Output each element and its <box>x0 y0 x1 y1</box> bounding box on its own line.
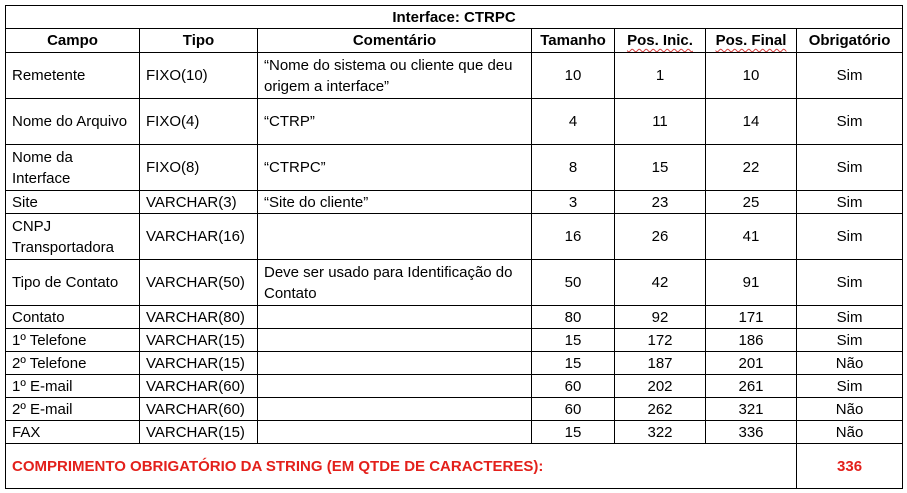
pos-inic-cell: 172 <box>615 329 706 352</box>
tamanho-cell: 4 <box>532 99 615 145</box>
tamanho-cell: 60 <box>532 375 615 398</box>
header-pos-inic <box>615 29 706 53</box>
table-row <box>6 398 903 421</box>
comentario-cell <box>258 306 532 329</box>
comentario-cell <box>258 375 532 398</box>
table-row <box>6 352 903 375</box>
campo-cell: Tipo de Contato <box>6 260 140 306</box>
campo-cell: 2º E-mail <box>6 398 140 421</box>
obrigatorio-cell: Sim <box>797 53 903 99</box>
tipo-cell: VARCHAR(60) <box>140 375 258 398</box>
pos-inic-cell: 26 <box>615 214 706 260</box>
obrigatorio-cell: Não <box>797 352 903 375</box>
comentario-cell: “Site do cliente” <box>258 191 532 214</box>
pos-final-cell: 201 <box>706 352 797 375</box>
pos-inic-cell: 15 <box>615 145 706 191</box>
table-row <box>6 306 903 329</box>
campo-cell: Site <box>6 191 140 214</box>
pos-inic-cell: 11 <box>615 99 706 145</box>
table-row <box>6 191 903 214</box>
comentario-cell: Deve ser usado para Identificação do Contato <box>258 260 532 306</box>
footer-row <box>6 444 903 489</box>
table-row <box>6 260 903 306</box>
pos-final-cell: 14 <box>706 99 797 145</box>
tamanho-cell: 80 <box>532 306 615 329</box>
campo-cell: 2º Telefone <box>6 352 140 375</box>
comentario-cell <box>258 329 532 352</box>
pos-inic-cell: 1 <box>615 53 706 99</box>
pos-final-cell: 41 <box>706 214 797 260</box>
campo-cell: Nome da Interface <box>6 145 140 191</box>
tamanho-cell: 60 <box>532 398 615 421</box>
tipo-cell: FIXO(8) <box>140 145 258 191</box>
pos-final-cell: 321 <box>706 398 797 421</box>
campo-cell: 1º E-mail <box>6 375 140 398</box>
campo-cell: Nome do Arquivo <box>6 99 140 145</box>
table-row <box>6 421 903 444</box>
campo-cell: FAX <box>6 421 140 444</box>
header-pos-final-label: Pos. Final <box>715 32 787 49</box>
tipo-cell: VARCHAR(50) <box>140 260 258 306</box>
table-row <box>6 329 903 352</box>
table-row <box>6 145 903 191</box>
tipo-cell: VARCHAR(60) <box>140 398 258 421</box>
obrigatorio-cell: Sim <box>797 329 903 352</box>
table-body <box>6 53 903 444</box>
obrigatorio-cell: Sim <box>797 214 903 260</box>
comentario-cell <box>258 352 532 375</box>
comentario-cell <box>258 398 532 421</box>
pos-inic-cell: 92 <box>615 306 706 329</box>
obrigatorio-cell: Sim <box>797 191 903 214</box>
header-pos-final <box>706 29 797 53</box>
pos-final-cell: 186 <box>706 329 797 352</box>
tamanho-cell: 10 <box>532 53 615 99</box>
table-title: Interface: CTRPC <box>6 6 903 29</box>
table-row <box>6 375 903 398</box>
footer-total: 336 <box>797 444 903 489</box>
pos-final-cell: 25 <box>706 191 797 214</box>
tipo-cell: VARCHAR(15) <box>140 421 258 444</box>
obrigatorio-cell: Sim <box>797 99 903 145</box>
obrigatorio-cell: Sim <box>797 260 903 306</box>
tipo-cell: FIXO(10) <box>140 53 258 99</box>
interface-spec-table <box>5 5 903 489</box>
obrigatorio-cell: Não <box>797 421 903 444</box>
tipo-cell: VARCHAR(16) <box>140 214 258 260</box>
pos-final-cell: 336 <box>706 421 797 444</box>
comentario-cell: “CTRP” <box>258 99 532 145</box>
tamanho-cell: 15 <box>532 352 615 375</box>
pos-inic-cell: 23 <box>615 191 706 214</box>
pos-final-cell: 171 <box>706 306 797 329</box>
tipo-cell: VARCHAR(80) <box>140 306 258 329</box>
obrigatorio-cell: Sim <box>797 375 903 398</box>
campo-cell: CNPJ Transportadora <box>6 214 140 260</box>
header-tamanho: Tamanho <box>532 29 615 53</box>
tipo-cell: VARCHAR(15) <box>140 352 258 375</box>
table-row <box>6 214 903 260</box>
pos-final-cell: 91 <box>706 260 797 306</box>
obrigatorio-cell: Sim <box>797 145 903 191</box>
campo-cell: Contato <box>6 306 140 329</box>
pos-final-cell: 261 <box>706 375 797 398</box>
tamanho-cell: 15 <box>532 421 615 444</box>
obrigatorio-cell: Não <box>797 398 903 421</box>
campo-cell: 1º Telefone <box>6 329 140 352</box>
tamanho-cell: 16 <box>532 214 615 260</box>
tamanho-cell: 3 <box>532 191 615 214</box>
comentario-cell: “CTRPC” <box>258 145 532 191</box>
pos-inic-cell: 262 <box>615 398 706 421</box>
table-row <box>6 53 903 99</box>
comentario-cell <box>258 214 532 260</box>
comentario-cell <box>258 421 532 444</box>
header-comentario: Comentário <box>258 29 532 53</box>
obrigatorio-cell: Sim <box>797 306 903 329</box>
tamanho-cell: 15 <box>532 329 615 352</box>
tipo-cell: VARCHAR(15) <box>140 329 258 352</box>
header-obrigatorio: Obrigatório <box>797 29 903 53</box>
tamanho-cell: 8 <box>532 145 615 191</box>
campo-cell: Remetente <box>6 53 140 99</box>
pos-final-cell: 10 <box>706 53 797 99</box>
header-campo: Campo <box>6 29 140 53</box>
tamanho-cell: 50 <box>532 260 615 306</box>
pos-final-cell: 22 <box>706 145 797 191</box>
pos-inic-cell: 42 <box>615 260 706 306</box>
header-pos-inic-label: Pos. Inic. <box>627 32 693 49</box>
comentario-cell: “Nome do sistema ou cliente que deu origem a interface” <box>258 53 532 99</box>
tipo-cell: FIXO(4) <box>140 99 258 145</box>
header-tipo: Tipo <box>140 29 258 53</box>
pos-inic-cell: 202 <box>615 375 706 398</box>
tipo-cell: VARCHAR(3) <box>140 191 258 214</box>
table-row <box>6 99 903 145</box>
footer-label: COMPRIMENTO OBRIGATÓRIO DA STRING (EM QTDE DE CARACTERES): <box>6 444 797 489</box>
pos-inic-cell: 322 <box>615 421 706 444</box>
pos-inic-cell: 187 <box>615 352 706 375</box>
